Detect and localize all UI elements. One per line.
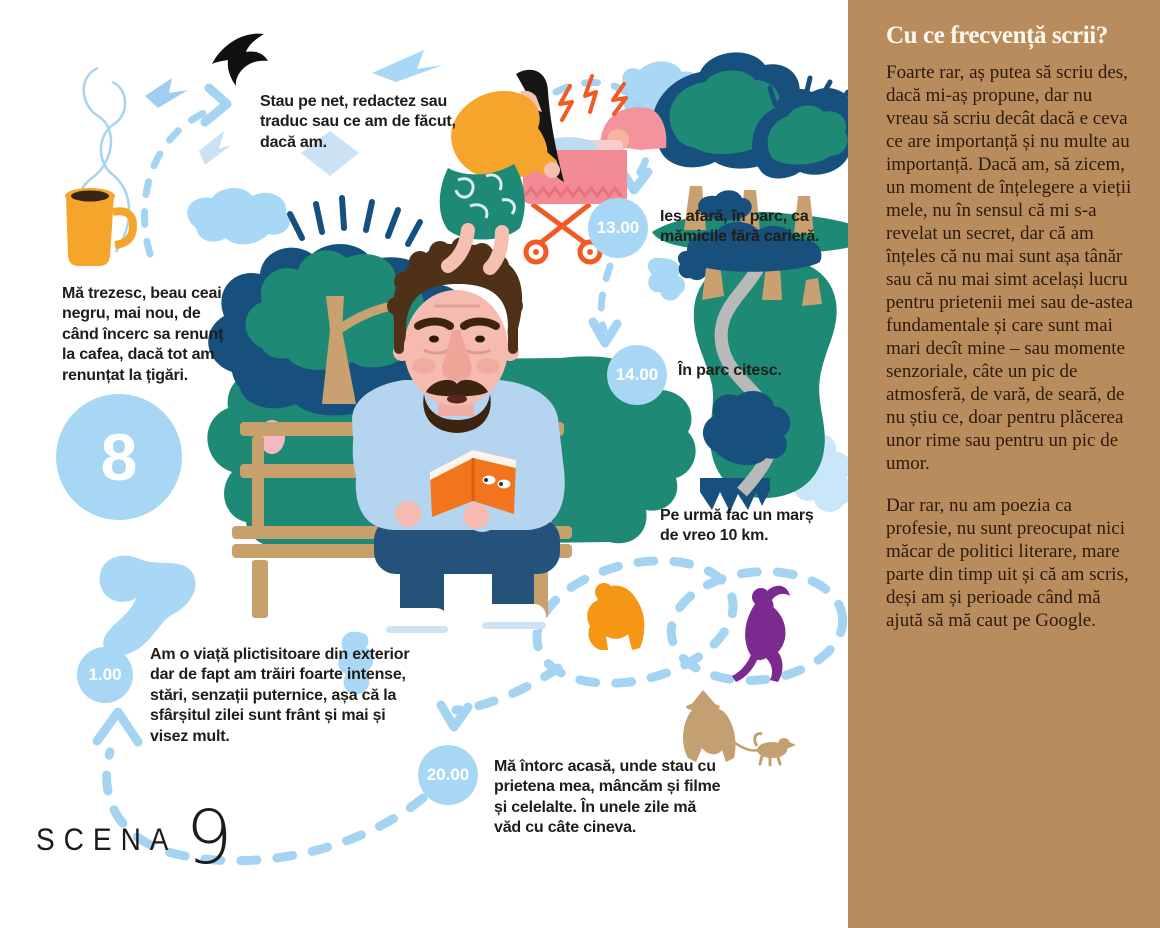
time-label-1400: 14.00 — [615, 365, 659, 384]
sidebar-interview — [848, 0, 1160, 928]
time-label-2000: 20.00 — [426, 765, 470, 784]
logo-text: SCENA — [36, 822, 178, 857]
time-circle-100 — [77, 647, 133, 703]
note-park: Ies afară, în parc, ca mămicile fără carieră. — [660, 208, 820, 246]
crouching-figure — [587, 583, 644, 650]
logo-scena9 — [36, 795, 233, 881]
note-read: În parc citesc. — [678, 362, 782, 379]
note-net: Stau pe net, redactez sau traduc sau ce am de făcut, dacă am. — [260, 93, 456, 151]
sidebar-title: Cu ce frecvență scrii? — [886, 22, 1108, 49]
logo-number: 9 — [185, 795, 233, 881]
time-label-100: 1.00 — [88, 665, 122, 684]
time-label-8: 8 — [100, 420, 138, 494]
time-circle-1300 — [588, 198, 648, 258]
sidebar-paragraph-1: Foarte rar, aș putea să scriu des, dacă mi-aș propune, dar nu vreau să scriu decât dacă e ceva ce are importanță și nu multe au importanță. Dacă am, să zicem, un moment de înțelegere a vieții mele, nu în sensul că mi s-a revelat un secret, dar că am înțeles că nu mai sunt așa tânăr sau că nu mai simt același lucru pentru prietenii mei sau de-astea fundamentale și care sunt mai mari decît mine – sau momente senzoriale, câte un pic de atmosferă, de vară, de seară, de nu știu ce, doar pentru plăcerea unor rime sau pentru un pic de umor. — [886, 61, 1133, 474]
time-circle-8 — [56, 394, 182, 520]
swallow-icon — [212, 34, 268, 86]
note-wake: Mă trezesc, beau ceai negru, mai nou, de când încerc sa renunț la cafea, dacă tot am renunțat la țigări. — [62, 285, 224, 384]
time-circle-2000 — [418, 745, 478, 805]
dog-walker-silhouette — [683, 690, 796, 765]
sidebar-paragraph-2: Dar rar, nu am poezia ca profesie, nu sunt preocupat nici măcar de politici literare, mare parte din timp uit și că am scris, deși am și perioade când mă ajută să mă caut pe Google. — [886, 494, 1129, 631]
woman-walking-silhouette — [732, 586, 790, 682]
time-label-1300: 13.00 — [596, 218, 640, 237]
note-home: Mă întorc acasă, unde stau cu prietena mea, mâncăm și filme și celelalte. În unele zile mă văd cu câte cineva. — [494, 758, 721, 837]
note-night: Am o viață plictisitoare din exterior dar de fapt am trăiri foarte intense, stări, senzații puternice, așa că la sfârșitul zilei sunt frânt și mai și visez mult. — [150, 646, 410, 745]
time-circle-1400 — [607, 345, 667, 405]
note-march: Pe urmă fac un marș de vreo 10 km. — [660, 507, 814, 545]
coffee-mug — [65, 68, 133, 266]
